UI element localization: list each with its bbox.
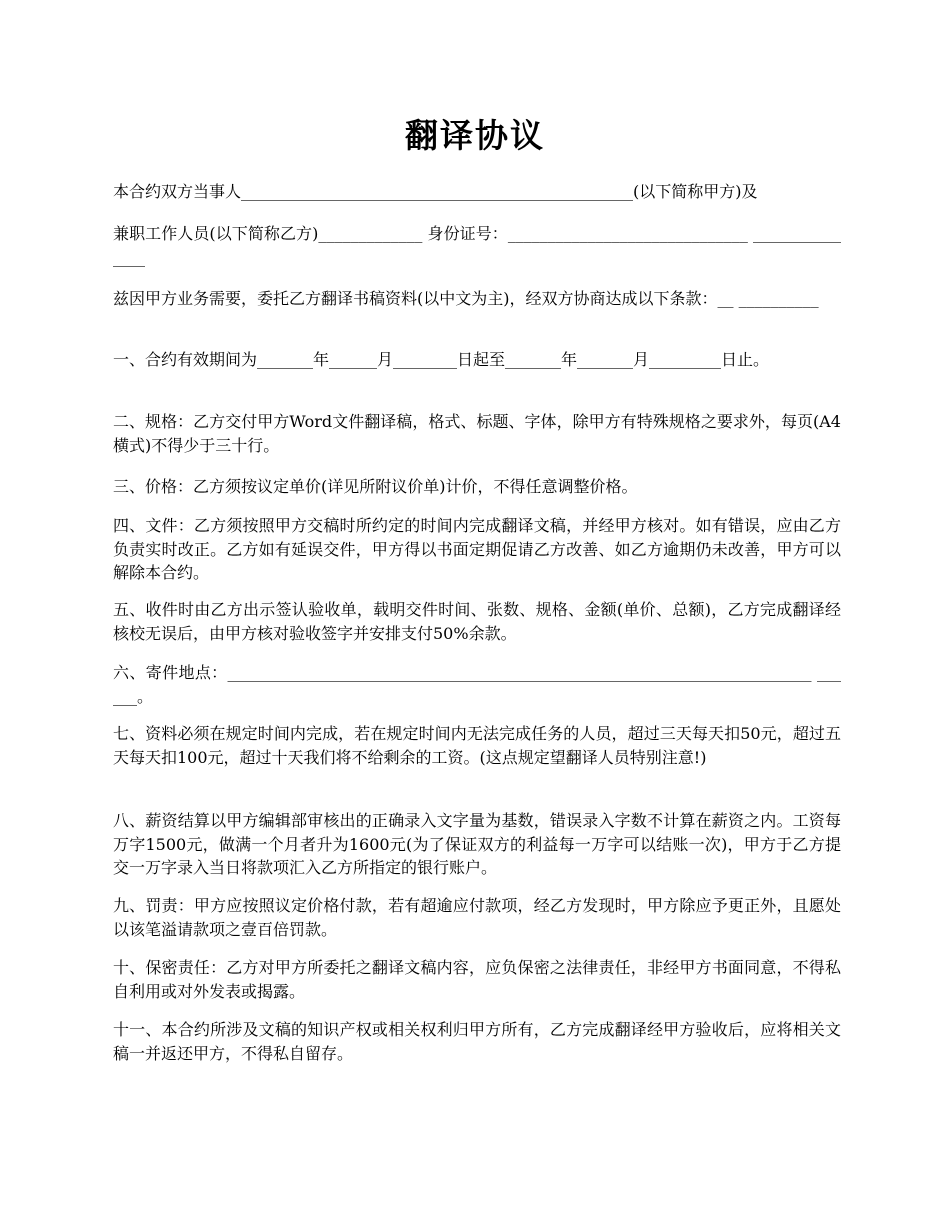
clause-9-penalty: 九、罚责：甲方应按照议定价格付款，若有超逾应付款项，经乙方发现时，甲方除应予更正外，且愿处以该笔溢请款项之壹百倍罚款。 bbox=[113, 896, 841, 939]
clause-10-confidentiality: 十、保密责任：乙方对甲方所委托之翻译文稿内容，应负保密之法律责任，非经甲方书面同意，不得私自利用或对外发表或揭露。 bbox=[113, 958, 841, 1001]
clause-7-deadline: 七、资料必须在规定时间内完成，若在规定时间内无法完成任务的人员，超过三天每天扣50元，超过五天每天扣100元，超过十天我们将不给剩余的工资。(这点规定望翻译人员特别注意!) bbox=[113, 724, 841, 767]
clause-5-receipt: 五、收件时由乙方出示签认验收单，载明交件时间、张数、规格、金额(单价、总额)，乙方完成翻译经核校无误后，由甲方核对验收签字并安排支付50%余款。 bbox=[113, 600, 841, 643]
clause-8-salary: 八、薪资结算以甲方编辑部审核出的正确录入文字量为基数，错误录入字数不计算在薪资之内。工资每万字1500元，做满一个月者升为1600元(为了保证双方的利益每一万字可以结账一次)，甲方于乙方提交一万字录入当日将款项汇入乙方所指定的银行账户。 bbox=[113, 811, 841, 877]
clause-2-format: 二、规格：乙方交付甲方Word文件翻译稿，格式、标题、字体，除甲方有特殊规格之要求外，每页(A4横式)不得少于三十行。 bbox=[113, 412, 841, 455]
document-title: 翻译协议 bbox=[405, 116, 545, 155]
clause-11-ip-rights: 十一、本合约所涉及文稿的知识产权或相关权利归甲方所有，乙方完成翻译经甲方验收后，应将相关文稿一并返还甲方，不得私自留存。 bbox=[113, 1020, 841, 1063]
paragraph-parties: 本合约双方当事人_________________________________________________(以下简称甲方)及 bbox=[113, 182, 758, 201]
clause-6-mailing-address: 六、寄件地点：_________________________________________________________________________ ______。 bbox=[113, 663, 841, 706]
clause-1-validity: 一、合约有效期间为_______年______月________日起至_______年_______月_________日止。 bbox=[113, 350, 770, 369]
clause-3-price: 三、价格：乙方须按议定单价(详见所附议价单)计价，不得任意调整价格。 bbox=[113, 477, 638, 496]
paragraph-preamble: 兹因甲方业务需要，委托乙方翻译书稿资料(以中文为主)，经双方协商达成以下条款：__ __________ bbox=[113, 289, 819, 308]
clause-4-documents: 四、文件：乙方须按照甲方交稿时所约定的时间内完成翻译文稿，并经甲方核对。如有错误，应由乙方负责实时改正。乙方如有延误交件，甲方得以书面定期促请乙方改善、如乙方逾期仍未改善，甲方可以解除本合约。 bbox=[113, 516, 841, 582]
paragraph-part-time-staff: 兼职工作人员(以下简称乙方)_____________ 身份证号：______________________________ _______________ bbox=[113, 224, 841, 267]
